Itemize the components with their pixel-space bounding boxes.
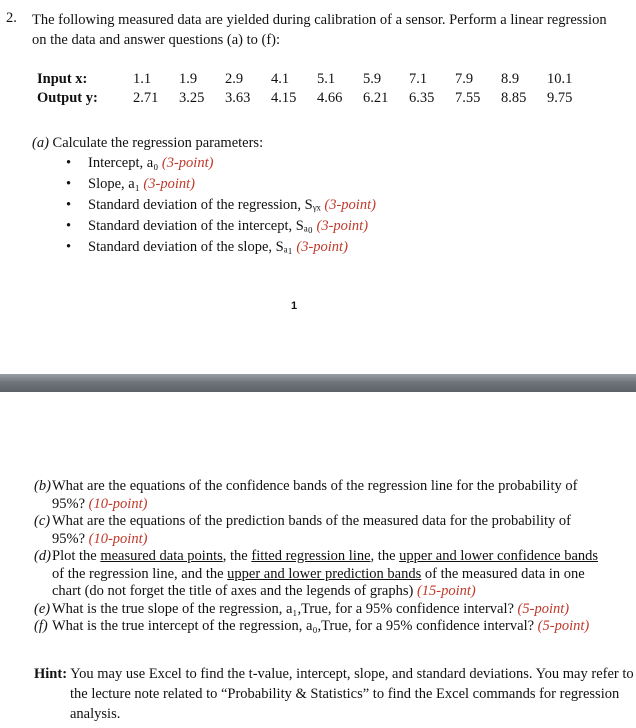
input-value: 4.1	[271, 71, 290, 87]
input-value: 5.1	[317, 71, 336, 87]
output-label: Output y:	[37, 90, 98, 106]
part-text: What are the equations of the confidence bands of the regression line for the probability of 95%?	[52, 478, 578, 512]
item-points: (3-point)	[316, 218, 369, 234]
part-text: of the measured data in one chart (do not forget the title of axes and the legends of graphs)	[52, 565, 585, 599]
list-item	[66, 237, 376, 258]
list-item	[66, 153, 376, 174]
page-number: 1	[291, 300, 298, 312]
part-points: (15-point)	[416, 583, 476, 599]
output-value: 2.71	[133, 90, 159, 106]
part-text: What are the equations of the prediction bands of the measured data for the probability of 95%?	[52, 513, 571, 547]
underlined-term: upper and lower confidence bands	[399, 548, 599, 564]
underlined-term: measured data points	[100, 548, 223, 564]
input-value: 7.9	[455, 71, 474, 87]
input-value: 10.1	[547, 71, 573, 87]
output-value: 9.75	[547, 90, 573, 106]
part-a-label: (a)	[32, 135, 49, 151]
input-value: 1.1	[133, 71, 152, 87]
part-text: , the	[370, 548, 400, 564]
output-value: 7.55	[455, 90, 481, 106]
data-table	[37, 70, 593, 108]
input-row	[37, 70, 593, 89]
part-a-text: Calculate the regression parameters:	[52, 135, 264, 151]
input-value: 5.9	[363, 71, 382, 87]
input-value: 8.9	[501, 71, 520, 87]
output-value: 6.35	[409, 90, 435, 106]
hint-text: You may use Excel to find the t-value, intercept, slope, and standard deviations. You may refer to the lecture note related to “Probability & Statistics” to find the Excel commands for regression analysis.	[70, 666, 634, 722]
list-item	[66, 195, 376, 216]
item-points: (3-point)	[296, 239, 348, 255]
part-text: What is the true intercept of the regression, a₀,True, for a 95% confidence interval?	[52, 618, 535, 634]
part-label: (f)	[34, 618, 48, 634]
underlined-term: upper and lower prediction bands	[227, 565, 422, 582]
item-text: Slope, a₁	[88, 176, 140, 192]
output-value: 6.21	[363, 90, 389, 106]
input-value: 7.1	[409, 71, 428, 87]
hint-paragraph	[34, 664, 636, 724]
page-2	[0, 392, 636, 728]
question-number: 2.	[6, 10, 17, 26]
part-points: (5-point)	[537, 618, 590, 634]
output-value: 3.25	[179, 90, 205, 106]
item-points: (3-point)	[143, 176, 195, 192]
part-e	[34, 601, 606, 619]
item-text: Intercept, a₀	[88, 155, 159, 171]
part-f	[34, 618, 606, 636]
part-points: (10-point)	[88, 495, 148, 512]
part-b	[34, 478, 606, 513]
input-value: 1.9	[179, 71, 198, 87]
hint-label: Hint:	[34, 666, 68, 682]
input-value: 2.9	[225, 71, 244, 87]
part-label: (e)	[34, 600, 51, 617]
item-points: (3-point)	[161, 155, 214, 171]
item-text: Standard deviation of the regression, Sᵧₓ	[88, 197, 321, 213]
output-value: 8.85	[501, 90, 527, 106]
part-text: What is the true slope of the regression, a₁,True, for a 95% confidence interval?	[52, 600, 514, 617]
list-item	[66, 216, 376, 237]
part-c	[34, 513, 606, 548]
part-label: (b)	[34, 478, 51, 494]
part-label: (c)	[34, 513, 51, 529]
item-text: Standard deviation of the intercept, Sₐ₀	[88, 218, 313, 234]
underlined-term: fitted regression line	[251, 548, 371, 564]
question-intro: The following measured data are yielded during calibration of a sensor. Perform a linear regression on the data and answer questions (a) to (f):	[32, 12, 607, 48]
output-value: 4.66	[317, 90, 343, 106]
part-label: (d)	[34, 548, 51, 564]
part-a-heading	[32, 135, 263, 152]
output-row	[37, 89, 593, 108]
output-value: 4.15	[271, 90, 297, 106]
item-text: Standard deviation of the slope, Sₐ₁	[88, 239, 293, 255]
input-label: Input x:	[37, 71, 88, 87]
part-d	[34, 548, 606, 601]
part-points: (10-point)	[88, 530, 148, 547]
part-text: , the	[222, 548, 252, 564]
part-text: Plot the	[52, 548, 101, 564]
list-item	[66, 174, 376, 195]
question-list	[34, 478, 606, 636]
part-points: (5-point)	[517, 600, 570, 617]
part-a-list	[66, 153, 376, 258]
item-points: (3-point)	[324, 197, 376, 213]
part-text: of the regression line, and the	[52, 565, 228, 582]
output-value: 3.63	[225, 90, 251, 106]
page-divider	[0, 374, 636, 392]
